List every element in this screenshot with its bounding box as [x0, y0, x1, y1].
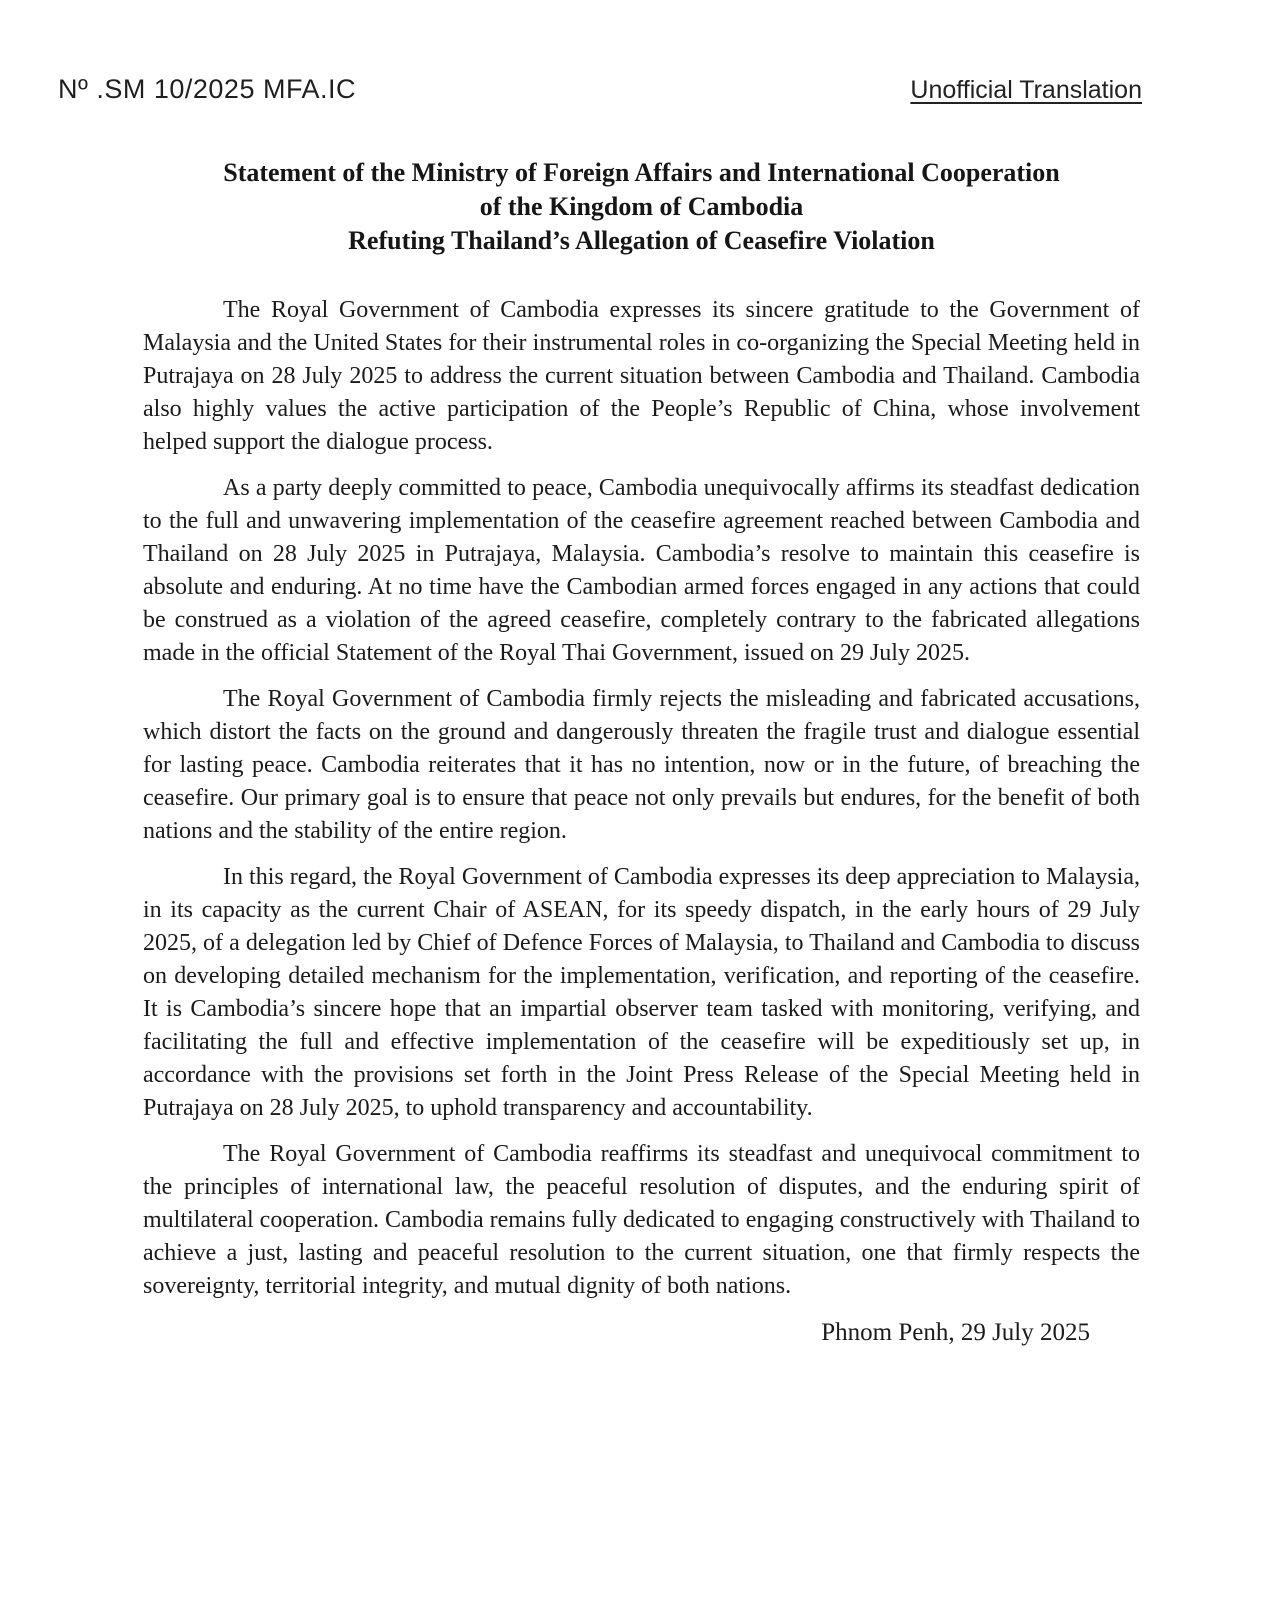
paragraph-ceasefire-commitment: As a party deeply committed to peace, Cambodia unequivocally affirms its steadfast dedication to the full and unwavering implementation of the ceasefire agreement reached between Cambodia and Thailand on 28 July 2025 in Putrajaya, Malaysia. Cambodia’s resolve to maintain this ceasefire is absolute and enduring. At no time have the Cambodian armed forces engaged in any actions that could be construed as a violation of the agreed ceasefire, completely contrary to the fabricated allegations made in the official Statement of the Royal Thai Government, issued on 29 July 2025. [143, 475, 1140, 666]
title-line-3: Refuting Thailand’s Allegation of Ceasefire Violation [348, 226, 935, 255]
paragraph-rejects-accusations: The Royal Government of Cambodia firmly rejects the misleading and fabricated accusations, which distort the facts on the ground and dangerously threaten the fragile trust and dialogue essential for lasting peace. Cambodia reiterates that it has no intention, now or in the future, of breaching the ceasefire. Our primary goal is to ensure that peace not only prevails but endures, for the benefit of both nations and the stability of the entire region. [143, 686, 1140, 844]
document-body [143, 294, 1140, 1349]
document-title [143, 156, 1140, 258]
paragraph-gratitude: The Royal Government of Cambodia expresses its sincere gratitude to the Government of Malaysia and the United States for their instrumental roles in co-organizing the Special Meeting held in Putrajaya on 28 July 2025 to address the current situation between Cambodia and Thailand. Cambodia also highly values the active participation of the People’s Republic of China, whose involvement helped support the dialogue process. [143, 297, 1140, 455]
paragraph-reaffirms-commitment: The Royal Government of Cambodia reaffirms its steadfast and unequivocal commitment to the principles of international law, the peaceful resolution of disputes, and the enduring spirit of multilateral cooperation. Cambodia remains fully dedicated to engaging constructively with Thailand to achieve a just, lasting and peaceful resolution to the current situation, one that firmly respects the sovereignty, territorial integrity, and mutual dignity of both nations. [143, 1141, 1140, 1299]
title-line-1: Statement of the Ministry of Foreign Affairs and International Cooperation [223, 158, 1060, 187]
unofficial-translation-label: Unofficial Translation [910, 76, 1142, 104]
paragraph-asean-appreciation: In this regard, the Royal Government of Cambodia expresses its deep appreciation to Malaysia, in its capacity as the current Chair of ASEAN, for its speedy dispatch, in the early hours of 29 July 2025, of a delegation led by Chief of Defence Forces of Malaysia, to Thailand and Cambodia to discuss on developing detailed mechanism for the implementation, verification, and reporting of the ceasefire. It is Cambodia’s sincere hope that an impartial observer team tasked with monitoring, verifying, and facilitating the full and effective implementation of the ceasefire will be expeditiously set up, in accordance with the provisions set forth in the Joint Press Release of the Special Meeting held in Putrajaya on 28 July 2025, to uphold transparency and accountability. [143, 864, 1140, 1121]
dateline: Phnom Penh, 29 July 2025 [821, 1319, 1090, 1346]
title-line-2: of the Kingdom of Cambodia [479, 192, 804, 221]
document-header [58, 74, 1142, 105]
document-reference-number: Nº .SM 10/2025 MFA.IC [58, 74, 356, 104]
